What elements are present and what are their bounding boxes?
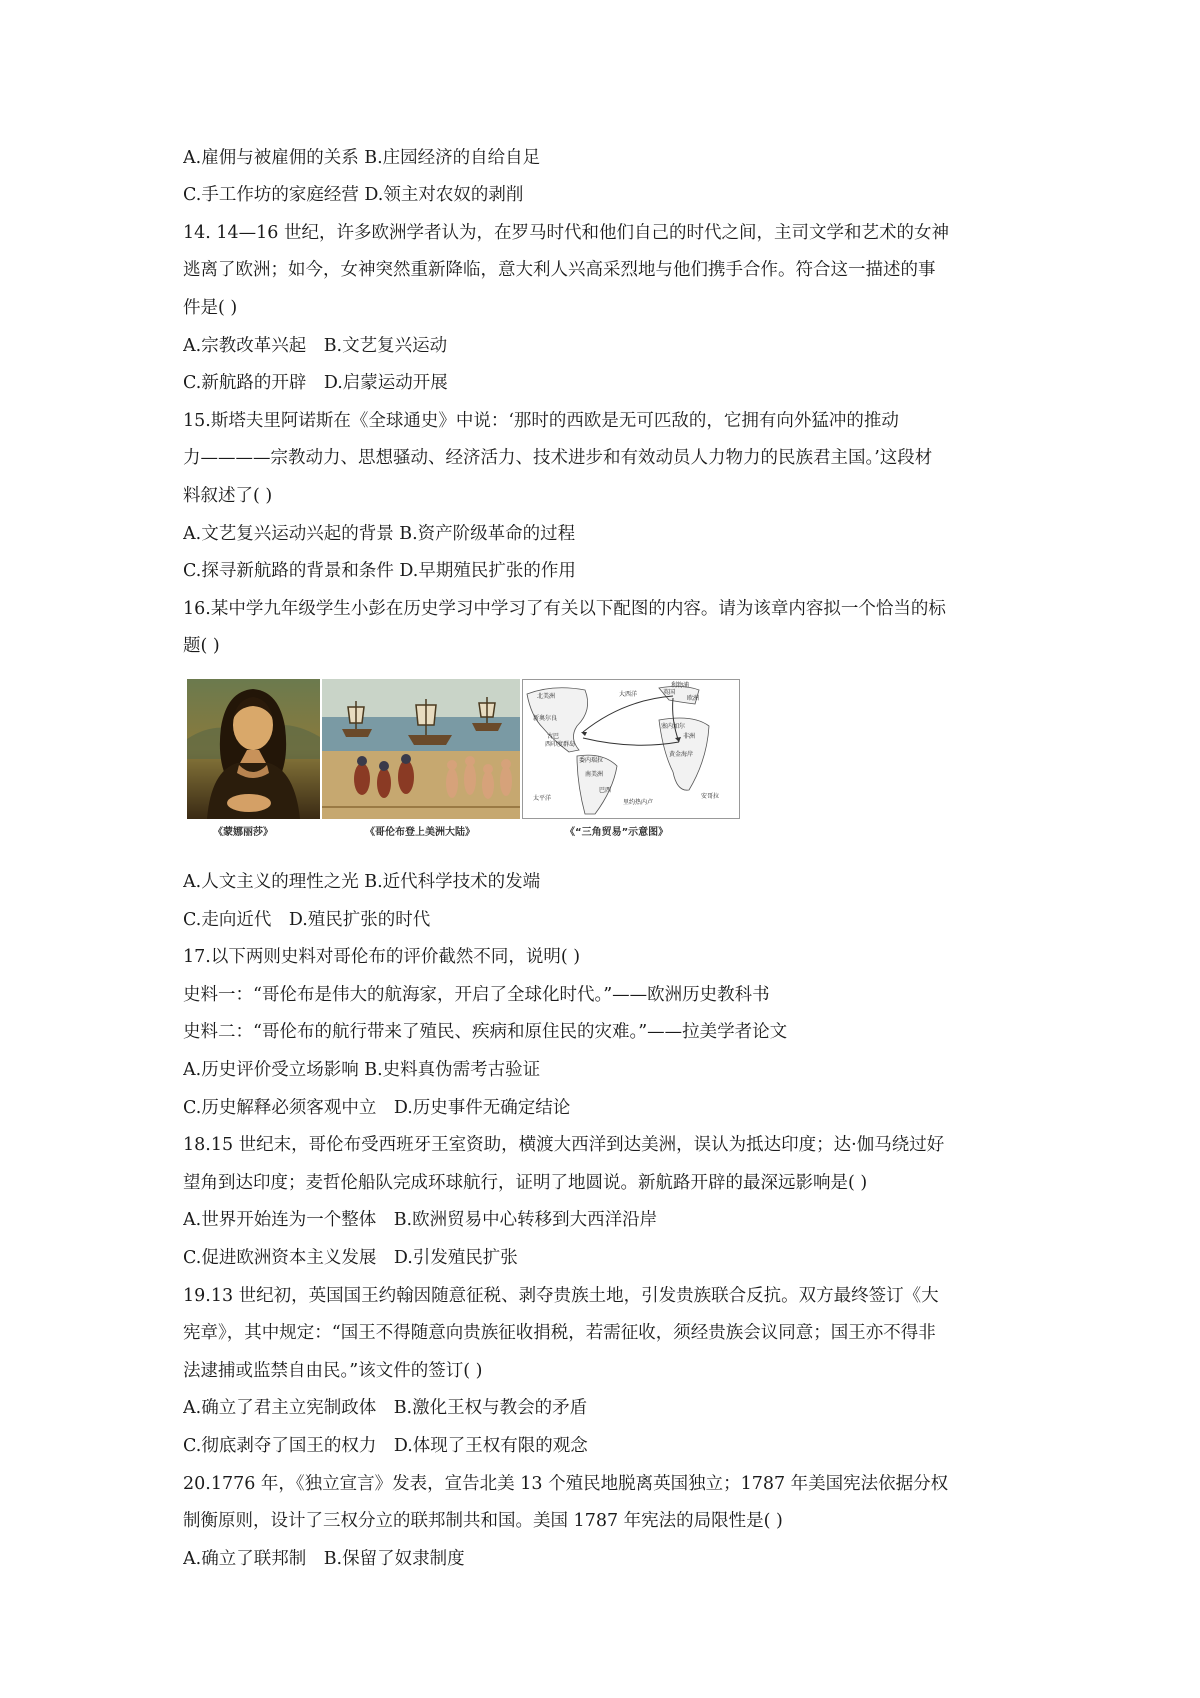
q20-stem-line2: 制衡原则，设计了三权分立的联邦制共和国。美国 1787 年宪法的局限性是( ) [183, 1511, 783, 1531]
mona-lisa-image [187, 679, 320, 819]
q15-stem-line3: 料叙述了( ) [183, 486, 273, 506]
q16-options-ab: A.人文主义的理性之光 B.近代科学技术的发端 [183, 872, 541, 892]
q18-stem-line1: 18.15 世纪末，哥伦布受西班牙王室资助，横渡大西洋到达美洲，误认为抵达印度；达·伽马绕过好 [183, 1135, 945, 1155]
map-label: 太平洋 [533, 795, 552, 802]
map-label: 古巴 [547, 733, 560, 740]
map-label: 黄金海岸 [669, 751, 694, 758]
map-label: 英国 [663, 689, 676, 696]
map-label: 南美洲 [585, 771, 604, 778]
q14-stem-line2: 逃离了欧洲；如今，女神突然重新降临，意大利人兴高采烈地与他们携手合作。符合这一描述的事 [183, 260, 936, 280]
q17-source1: 史料一：“哥伦布是伟大的航海家，开启了全球化时代。”——欧洲历史教科书 [183, 985, 770, 1005]
q20-stem-line1: 20.1776 年，《独立宣言》发表，宣告北美 13 个殖民地脱离英国独立；1787 年美国宪法依据分权 [183, 1474, 949, 1494]
map-label: 西印度群岛 [545, 741, 576, 748]
q19-stem-line1: 19.13 世纪初，英国国王约翰因随意征税、剥夺贵族土地，引发贵族联合反抗。双方最终签订《大 [183, 1286, 939, 1306]
q17-options-cd: C.历史解释必须客观中立 D.历史事件无确定结论 [183, 1098, 571, 1118]
q15-stem-line2: 力————宗教动力、思想骚动、经济活力、技术进步和有效动员人力物力的民族君主国。’这段材 [183, 448, 933, 468]
map-label: 大西洋 [619, 691, 638, 698]
q17-options-ab: A.历史评价受立场影响 B.史料真伪需考古验证 [183, 1060, 541, 1080]
caption-mona-lisa: 《蒙娜丽莎》 [213, 827, 273, 838]
q16-stem-line2: 题( ) [183, 636, 220, 656]
q19-options-ab: A.确立了君主立宪制政体 B.激化王权与教会的矛盾 [183, 1398, 588, 1418]
map-label: 欧洲 [687, 695, 700, 702]
q16-stem-line1: 16.某中学九年级学生小彭在历史学习中学习了有关以下配图的内容。请为该章内容拟一个恰当的标 [183, 599, 946, 619]
q17-source2: 史料二：“哥伦布的航行带来了殖民、疾病和原住民的灾难。”——拉美学者论文 [183, 1022, 788, 1042]
q14-stem-line1: 14. 14—16 世纪，许多欧洲学者认为，在罗马时代和他们自己的时代之间，主司文学和艺术的女神 [183, 223, 949, 243]
map-label: 新奥尔良 [533, 715, 558, 722]
q14-stem-line3: 件是( ) [183, 298, 238, 318]
columbus-landing-image [322, 679, 520, 819]
map-label: 塞内加尔 [661, 723, 686, 730]
q19-options-cd: C.彻底剥夺了国王的权力 D.体现了王权有限的观念 [183, 1436, 588, 1456]
q19-stem-line3: 法逮捕或监禁自由民。”该文件的签订( ) [183, 1361, 483, 1381]
q15-stem-line1: 15.斯塔夫里阿诺斯在《全球通史》中说：‘那时的西欧是无可匹敌的，它拥有向外猛冲的推动 [183, 411, 899, 431]
q14-options-cd: C.新航路的开辟 D.启蒙运动开展 [183, 373, 448, 393]
map-label: 非洲 [683, 733, 696, 740]
map-label: 北美洲 [537, 693, 556, 700]
q18-options-cd: C.促进欧洲资本主义发展 D.引发殖民扩张 [183, 1248, 518, 1268]
q15-options-cd: C.探寻新航路的背景和条件 D.早期殖民扩张的作用 [183, 561, 576, 581]
q20-options-ab: A.确立了联邦制 B.保留了奴隶制度 [183, 1549, 465, 1569]
caption-columbus: 《哥伦布登上美洲大陆》 [365, 827, 475, 838]
q17-stem: 17.以下两则史料对哥伦布的评价截然不同，说明( ) [183, 947, 581, 967]
q16-figure [183, 675, 773, 843]
map-label: 安哥拉 [701, 793, 720, 800]
map-label: 利物浦 [671, 682, 690, 689]
caption-triangle-trade: 《“三角贸易”示意图》 [565, 827, 669, 838]
triangle-trade-map [522, 679, 740, 819]
q19-stem-line2: 宪章》，其中规定：“国王不得随意向贵族征收捐税，若需征收，须经贵族会议同意；国王亦不得非 [183, 1323, 936, 1343]
q18-stem-line2: 望角到达印度；麦哲伦船队完成环球航行，证明了地圆说。新航路开辟的最深远影响是( ) [183, 1173, 868, 1193]
q13-options-cd: C.手工作坊的家庭经营 D.领主对农奴的剥削 [183, 185, 524, 205]
q16-options-cd: C.走向近代 D.殖民扩张的时代 [183, 910, 431, 930]
q13-options-ab: A.雇佣与被雇佣的关系 B.庄园经济的自给自足 [183, 148, 541, 168]
map-label: 巴西 [599, 787, 612, 794]
q15-options-ab: A.文艺复兴运动兴起的背景 B.资产阶级革命的过程 [183, 524, 576, 544]
map-label: 里约热内卢 [623, 799, 654, 806]
map-label: 委内瑞拉 [579, 757, 604, 764]
q14-options-ab: A.宗教改革兴起 B.文艺复兴运动 [183, 336, 448, 356]
q18-options-ab: A.世界开始连为一个整体 B.欧洲贸易中心转移到大西洋沿岸 [183, 1210, 658, 1230]
